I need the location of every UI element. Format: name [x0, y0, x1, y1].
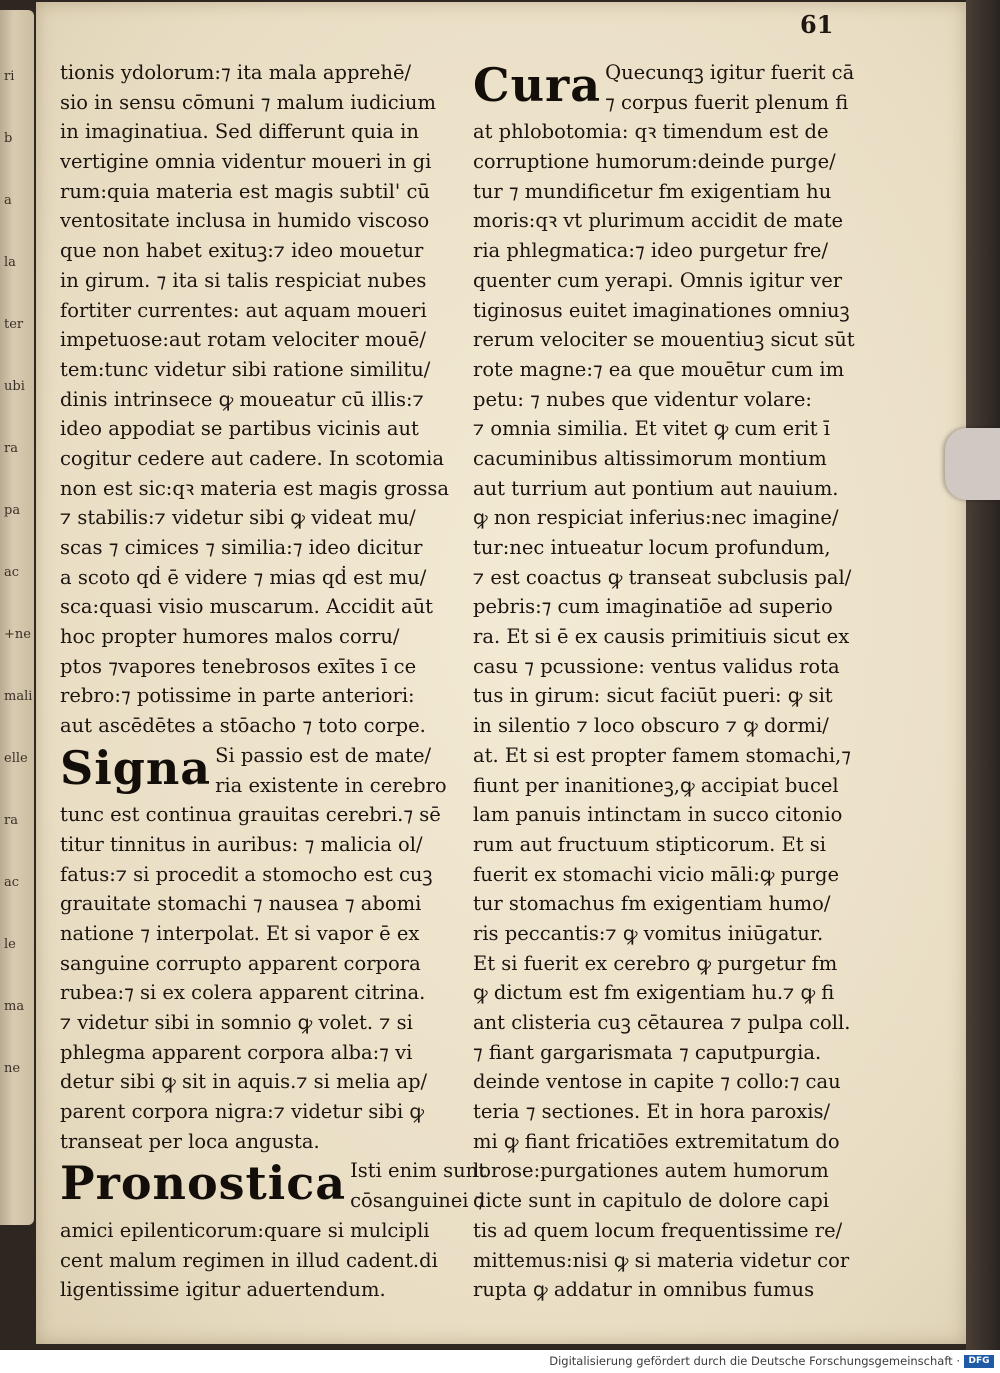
margin-fragment: ac [4, 565, 20, 580]
dfg-logo: DFG [964, 1355, 994, 1368]
text-line: corruptione humorum:deinde purge/ [473, 150, 836, 174]
pronostica-beside-lines [346, 1156, 487, 1215]
text-line: rote magne:⁊ ea que mouētur cum im [473, 357, 845, 381]
text-line: casu ⁊ pcussione: ventus validus rota [473, 654, 840, 678]
text-line: sio in sensu cōmuni ⁊ malum iudicium [60, 90, 436, 114]
text-line: rebro:⁊ potissime in parte anteriori: [60, 684, 415, 708]
text-line: deinde ventose in capite ⁊ collo:⁊ cau [473, 1070, 841, 1094]
text-line: fiunt per inanitioneꝫ,ꝙ accipiat bucel [473, 773, 839, 797]
text-line: ⁊ est coactus ꝙ transeat subclusis pal/ [473, 565, 852, 589]
left-column [60, 58, 487, 1305]
margin-fragment: +ne [4, 627, 31, 642]
text-line: transeat per loca angusta. [60, 1129, 320, 1153]
text-line: rupta ꝙ addatur in omnibus fumus [473, 1278, 815, 1302]
text-line: ant clisteria cuꝫ cētaurea ⁊ pulpa coll. [473, 1011, 851, 1034]
signa-section [60, 741, 460, 800]
text-line: scas ⁊ cimices ⁊ similia:⁊ ideo dicitur [60, 536, 423, 559]
text-line: cent malum regimen in illud cadent.di [60, 1248, 438, 1272]
text-line: amici epilenticorum:quare si mulcipli [60, 1218, 430, 1242]
pronostica-heading: Pronostica [60, 1156, 347, 1211]
text-line: tionis ydolorum:⁊ ita mala apprehē/ [60, 61, 412, 84]
text-line: at. Et si est propter famem stomachi,⁊ [473, 743, 851, 767]
signa-heading: Signa [60, 740, 212, 795]
text-line: lorose:purgationes autem humorum [473, 1159, 829, 1183]
text-line: impetuose:aut rotam velociter mouē/ [60, 328, 426, 352]
text-line: lam panuis intinctam in succo citonio [473, 803, 843, 827]
text-line: aut ascēdētes a stōacho ⁊ toto corpe. [60, 714, 426, 738]
text-line: grauitate stomachi ⁊ nausea ⁊ abomi [60, 892, 422, 916]
text-line: quenter cum yerapi. Omnis igitur ver [473, 268, 843, 292]
text-line: fatus:⁊ si procedit a stomocho est cuꝫ [60, 862, 433, 886]
margin-fragment: ma [4, 999, 25, 1014]
margin-fragment: ra [4, 813, 18, 828]
text-line: ptos ⁊vapores tenebrosos exītes ī ce [60, 654, 417, 678]
margin-fragment: ne [4, 1061, 21, 1076]
text-line: mi ꝙ fiant fricatiōes extremitatum do [473, 1129, 840, 1153]
text-line: que non habet exituꝫ:⁊ ideo mouetur [60, 239, 424, 263]
text-line: rum:quia materia est magis subtil' cū [60, 179, 430, 203]
cura-section [473, 58, 873, 117]
text-line: ⁊ stabilis:⁊ videtur sibi ꝙ videat mu/ [60, 506, 416, 530]
text-line: tur stomachus fm exigentiam humo/ [473, 892, 831, 916]
text-line: ⁊ corpus fuerit plenum fi [605, 90, 849, 114]
margin-fragment: a [4, 193, 12, 208]
cura-beside-lines [601, 58, 873, 117]
folio-number: 61 [800, 10, 834, 39]
funding-credit: Digitalisierung gefördert durch die Deutsche Forschungsgemeinschaft · [549, 1354, 960, 1368]
text-line: cōsanguinei ⁊ [350, 1189, 485, 1213]
margin-fragment: ubi [4, 379, 25, 394]
text-line: moris:qꝛ vt plurimum accidit de mate [473, 209, 844, 233]
margin-fragment: ra [4, 441, 18, 456]
text-line: dicte sunt in capitulo de dolore capi [473, 1189, 829, 1213]
text-line: parent corpora nigra:⁊ videtur sibi ꝙ [60, 1100, 425, 1124]
text-line: rerum velociter se mouentiuꝫ sicut sūt [473, 328, 855, 352]
pronostica-section [60, 1156, 487, 1215]
text-line: teria ⁊ sectiones. Et in hora paroxis/ [473, 1100, 831, 1124]
text-line: tiginosus euitet imaginationes omniuꝫ [473, 298, 850, 322]
text-line: rum aut fructuum stipticorum. Et si [473, 832, 827, 856]
text-line: rubea:⁊ si ex colera apparent citrina. [60, 981, 426, 1005]
text-line: ꝙ dictum est fm exigentiam hu.⁊ ꝙ fi [473, 981, 835, 1005]
text-line: sanguine corrupto apparent corpora [60, 951, 421, 975]
text-line: Isti enim sunt [350, 1159, 487, 1183]
text-line: tis ad quem locum frequentissime re/ [473, 1218, 843, 1242]
text-line: ria existente in cerebro [215, 773, 447, 797]
signa-beside-lines [211, 741, 460, 800]
text-line: petu: ⁊ nubes que videntur volare: [473, 387, 813, 411]
text-line: ventositate inclusa in humido viscoso [60, 209, 430, 233]
text-line: ra. Et si ē ex causis primitiuis sicut ex [473, 625, 850, 649]
left-column-text-top [60, 58, 460, 741]
text-line: tus in girum: sicut faciūt pueri: ꝙ sit [473, 684, 833, 708]
text-line: cogitur cedere aut cadere. In scotomia [60, 446, 444, 470]
text-line: Si passio est de mate/ [215, 743, 432, 767]
text-line: tem:tunc videtur sibi ratione similitu/ [60, 357, 431, 381]
margin-fragment: pa [4, 503, 21, 518]
left-page-edge [0, 10, 34, 1225]
text-line: dinis intrinsece ꝙ moueatur cū illis:⁊ [60, 387, 424, 411]
text-line: titur tinnitus in auribus: ⁊ malicia ol/ [60, 832, 423, 856]
margin-fragment: ac [4, 875, 20, 890]
text-line: ⁊ fiant gargarismata ⁊ caputpurgia. [473, 1040, 822, 1064]
margin-fragment: ri [4, 69, 15, 84]
text-line: hoc propter humores malos corru/ [60, 625, 400, 649]
text-line: non est sic:qꝛ materia est magis grossa [60, 476, 449, 500]
margin-fragment: le [4, 937, 16, 952]
text-line: in silentio ⁊ loco obscuro ⁊ ꝙ dormi/ [473, 714, 829, 738]
bookmark-tab [945, 428, 1000, 500]
text-line: a scoto qḋ ē videre ⁊ mias qḋ est mu/ [60, 565, 427, 589]
margin-fragment: elle [4, 751, 28, 766]
text-line: aut turrium aut pontium aut nauium. [473, 476, 839, 500]
text-line: ligentissime igitur aduertendum. [60, 1278, 386, 1302]
text-line: fortiter currentes: aut aquam moueri [60, 298, 427, 322]
text-line: Et si fuerit ex cerebro ꝙ purgetur fm [473, 951, 838, 975]
text-line: ideo appodiat se partibus vicinis aut [60, 417, 419, 441]
text-line: ⁊ videtur sibi in somnio ꝙ volet. ⁊ si [60, 1011, 413, 1034]
margin-fragment: mali [4, 689, 33, 704]
right-page-edge [966, 0, 1000, 1350]
margin-fragment: ter [4, 317, 24, 332]
margin-fragment: b [4, 131, 13, 146]
text-line: detur sibi ꝙ sit in aquis.⁊ si melia ap/ [60, 1070, 428, 1094]
text-line: in girum. ⁊ ita si talis respiciat nubes [60, 268, 427, 292]
text-line: sca:quasi visio muscarum. Accidit aūt [60, 595, 433, 619]
right-column [473, 58, 873, 1305]
text-line: tur ⁊ mundificetur fm exigentiam hu [473, 179, 832, 203]
text-line: at phlobotomia: qꝛ timendum est de [473, 120, 829, 144]
footer-bar [0, 1350, 1000, 1373]
text-line: pebris:⁊ cum imaginatiōe ad superio [473, 595, 833, 619]
text-line: cacuminibus altissimorum montium [473, 446, 827, 470]
text-line: ꝙ non respiciat inferius:nec imagine/ [473, 506, 839, 530]
margin-fragment: la [4, 255, 16, 270]
text-line: ⁊ omnia similia. Et vitet ꝙ cum erit ī [473, 417, 830, 441]
left-column-text-signa [60, 800, 460, 1156]
left-column-text-pronostica [60, 1216, 460, 1305]
text-line: mittemus:nisi ꝙ si materia videtur cor [473, 1248, 850, 1272]
text-line: phlegma apparent corpora alba:⁊ vi [60, 1040, 413, 1064]
text-line: tur:nec intueatur locum profundum, [473, 536, 831, 559]
right-column-text [473, 117, 873, 1305]
text-line: fuerit ex stomachi vicio māli:ꝙ purge [473, 862, 839, 886]
text-line: ris peccantis:⁊ ꝙ vomitus iniūgatur. [473, 921, 824, 945]
text-line: ria phlegmatica:⁊ ideo purgetur fre/ [473, 239, 829, 263]
text-line: natione ⁊ interpolat. Et si vapor ē ex [60, 921, 420, 945]
text-line: tunc est continua grauitas cerebri.⁊ sē [60, 803, 441, 827]
text-line: Quecunqꝫ igitur fuerit cā [605, 61, 855, 84]
cura-heading: Cura [473, 58, 602, 112]
text-line: in imaginatiua. Sed differunt quia in [60, 120, 419, 144]
text-line: vertigine omnia videntur moueri in gi [60, 150, 432, 174]
